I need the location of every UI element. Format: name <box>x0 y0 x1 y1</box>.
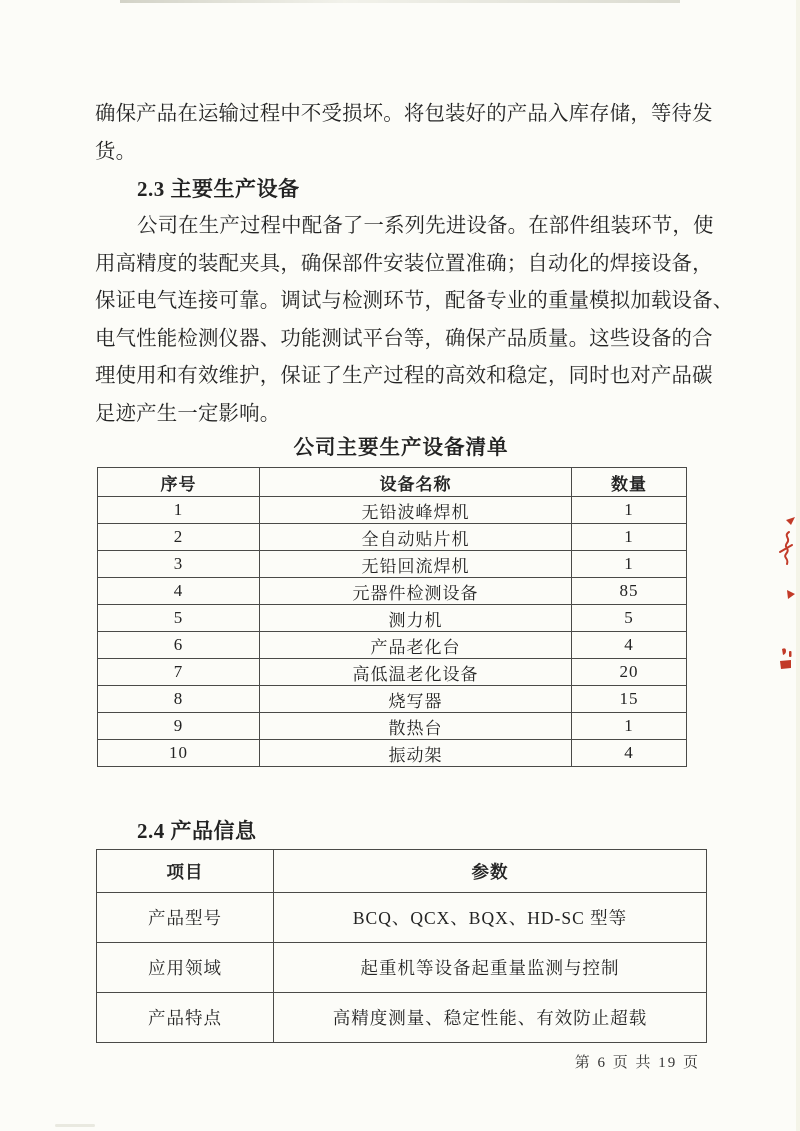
table-row <box>98 578 687 605</box>
column-header-seq: 序号 <box>98 468 260 497</box>
table-row <box>98 659 687 686</box>
paragraph-line: 保证电气连接可靠。调试与检测环节，配备专业的重量模拟加载设备、 <box>95 290 734 312</box>
cell-qty: 85 <box>572 578 687 605</box>
cell-qty: 1 <box>572 497 687 524</box>
column-header-name: 设备名称 <box>260 468 572 497</box>
cell-seq: 8 <box>98 686 260 713</box>
table-row <box>98 686 687 713</box>
equipment-table-title: 公司主要生产设备清单 <box>293 437 509 459</box>
cell-name: 高低温老化设备 <box>260 659 572 686</box>
cell-item: 产品型号 <box>97 893 274 943</box>
table-header-row <box>98 468 687 497</box>
cell-seq: 3 <box>98 551 260 578</box>
table-row <box>98 605 687 632</box>
red-stamp-fragment-icon <box>775 512 800 677</box>
cell-seq: 4 <box>98 578 260 605</box>
cell-name: 无铅回流焊机 <box>260 551 572 578</box>
cell-seq: 9 <box>98 713 260 740</box>
table-row <box>97 893 707 943</box>
cell-seq: 1 <box>98 497 260 524</box>
section-heading-2-3: 2.3 主要生产设备 <box>137 177 300 201</box>
table-row <box>98 740 687 767</box>
table-row <box>98 713 687 740</box>
cell-name: 元器件检测设备 <box>260 578 572 605</box>
cell-seq: 2 <box>98 524 260 551</box>
cell-seq: 5 <box>98 605 260 632</box>
page-content <box>95 96 734 1043</box>
table-row <box>97 943 707 993</box>
cell-param: BCQ、QCX、BQX、HD-SC 型等 <box>274 893 707 943</box>
cell-name: 无铅波峰焊机 <box>260 497 572 524</box>
cell-param: 起重机等设备起重量监测与控制 <box>274 943 707 993</box>
scan-artifact-top-edge <box>120 0 680 3</box>
cell-name: 测力机 <box>260 605 572 632</box>
cell-qty: 1 <box>572 551 687 578</box>
table-header-row <box>97 850 707 893</box>
equipment-table <box>97 467 687 767</box>
page-number-footer: 第 6 页 共 19 页 <box>574 1055 700 1071</box>
paragraph-line: 理使用和有效维护，保证了生产过程的高效和稳定，同时也对产品碳 <box>95 365 713 387</box>
cell-name: 振动架 <box>260 740 572 767</box>
table-row <box>98 551 687 578</box>
cell-seq: 7 <box>98 659 260 686</box>
cell-qty: 4 <box>572 740 687 767</box>
cell-seq: 6 <box>98 632 260 659</box>
cell-qty: 5 <box>572 605 687 632</box>
scan-artifact-smudge <box>55 1124 95 1127</box>
product-info-table <box>96 849 707 1043</box>
table-row <box>98 524 687 551</box>
column-header-item: 项目 <box>97 850 274 893</box>
cell-name: 烧写器 <box>260 686 572 713</box>
paragraph-line: 公司在生产过程中配备了一系列先进设备。在部件组装环节，使 <box>137 215 714 237</box>
cell-qty: 1 <box>572 713 687 740</box>
section-heading-2-4: 2.4 产品信息 <box>137 819 257 843</box>
table-row <box>97 993 707 1043</box>
intro-paragraph-line: 确保产品在运输过程中不受损坏。将包装好的产品入库存储，等待发 <box>95 103 713 125</box>
cell-name: 散热台 <box>260 713 572 740</box>
column-header-param: 参数 <box>274 850 707 893</box>
cell-item: 产品特点 <box>97 993 274 1043</box>
cell-seq: 10 <box>98 740 260 767</box>
column-header-qty: 数量 <box>572 468 687 497</box>
table-row <box>98 632 687 659</box>
table-row <box>98 497 687 524</box>
paragraph-line: 电气性能检测仪器、功能测试平台等，确保产品质量。这些设备的合 <box>95 327 713 350</box>
cell-name: 全自动贴片机 <box>260 524 572 551</box>
paragraph-line: 足迹产生一定影响。 <box>95 402 281 425</box>
cell-param: 高精度测量、稳定性能、有效防止超载 <box>274 993 707 1043</box>
intro-paragraph-line: 货。 <box>95 140 137 163</box>
cell-item: 应用领域 <box>97 943 274 993</box>
cell-qty: 4 <box>572 632 687 659</box>
cell-qty: 1 <box>572 524 687 551</box>
cell-name: 产品老化台 <box>260 632 572 659</box>
paragraph-line: 用高精度的装配夹具，确保部件安装位置准确；自动化的焊接设备， <box>95 252 713 275</box>
cell-qty: 20 <box>572 659 687 686</box>
cell-qty: 15 <box>572 686 687 713</box>
